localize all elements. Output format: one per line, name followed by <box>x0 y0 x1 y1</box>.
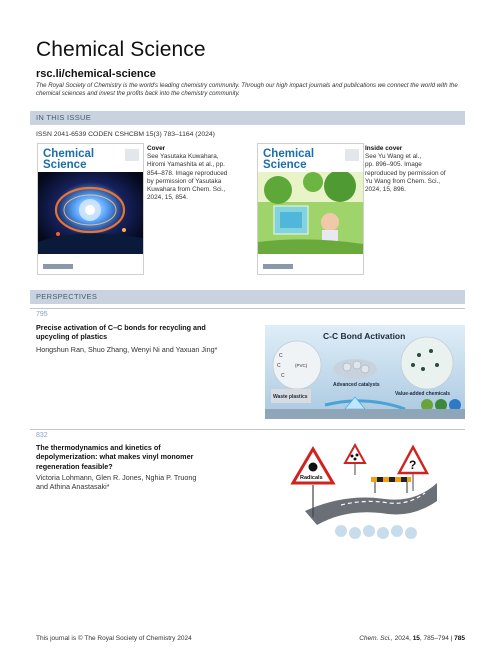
section-label: IN THIS ISSUE <box>36 113 92 122</box>
cover-title: Chemical Science <box>43 148 95 171</box>
svg-text:C: C <box>281 373 285 379</box>
graphical-abstract-cc-bond <box>265 325 465 419</box>
question-sign-mark: ? <box>409 458 417 472</box>
in-this-issue-bar <box>30 111 465 125</box>
article-authors: Hongshun Ran, Shuo Zhang, Wenyi Ni and Yaxuan Jing* <box>36 345 218 354</box>
journal-url[interactable]: rsc.li/chemical-science <box>36 68 156 80</box>
article-page-number: 795 <box>36 311 48 318</box>
svg-text:C: C <box>277 363 281 369</box>
cover-artwork <box>258 172 363 254</box>
cover-footer-mark <box>263 264 293 269</box>
svg-text:Value-added chemicals: Value-added chemicals <box>395 391 451 397</box>
footer-copyright: This journal is © The Royal Society of Chemistry 2024 <box>36 635 192 642</box>
cover-image[interactable] <box>37 143 144 275</box>
svg-text:Advanced catalysts: Advanced catalysts <box>333 382 380 388</box>
page-number: 785 <box>454 635 465 642</box>
journal-blurb: The Royal Society of Chemistry is the world's leading chemistry community. Through our high impact journals and publications we connect the world with the chemical sciences and invest the profits back into the chemistry community. <box>36 82 458 98</box>
cover-title: Chemical Science <box>263 148 315 171</box>
footer-citation: Chem. Sci., 2024, 15, 785–794 | 785 <box>359 635 465 642</box>
cover-artwork <box>38 172 143 254</box>
cover-badge <box>125 149 139 161</box>
perspectives-bar <box>30 290 465 304</box>
article-divider <box>30 429 465 430</box>
article-title[interactable]: Precise activation of C–C bonds for recycling and upcycling of plastics <box>36 323 206 342</box>
inside-cover-caption: Inside cover See Yu Wang et al., pp. 896–905. Image reproduced by permission of Yu Wang from Chem. Sci., 2024, 15, 896. <box>365 145 446 194</box>
section-label: PERSPECTIVES <box>36 292 98 301</box>
graphic-heading: C-C Bond Activation <box>323 331 406 341</box>
svg-text:(PVC): (PVC) <box>295 363 308 368</box>
cover-footer-mark <box>43 264 73 269</box>
cover-badge <box>345 149 359 161</box>
svg-text:Waste plastics: Waste plastics <box>273 394 308 400</box>
svg-text:C: C <box>279 353 283 359</box>
graphical-abstract-depolymerization <box>285 441 445 541</box>
article-authors: Victoria Lohmann, Glen R. Jones, Nghia P. Truong and Athina Anastasaki* <box>36 473 197 492</box>
article-title[interactable]: The thermodynamics and kinetics of depolymerization: what makes vinyl monomer regeneration feasible? <box>36 443 194 471</box>
issn-line: ISSN 2041-6539 CODEN CSHCBM 15(3) 783–1164 (2024) <box>36 131 215 138</box>
inside-cover-image[interactable] <box>257 143 364 275</box>
journal-title: Chemical Science <box>36 38 206 61</box>
article-page-number: 832 <box>36 432 48 439</box>
radicals-sign-label: Radicals <box>300 475 323 481</box>
article-divider <box>30 308 465 309</box>
cover-caption: Cover See Yasutaka Kuwahara, Hiromi Yamashita et al., pp. 854–878. Image reproduced by permission of Yasutaka Kuwahara from Chem. Sci., 2024, 15, 854. <box>147 145 228 202</box>
